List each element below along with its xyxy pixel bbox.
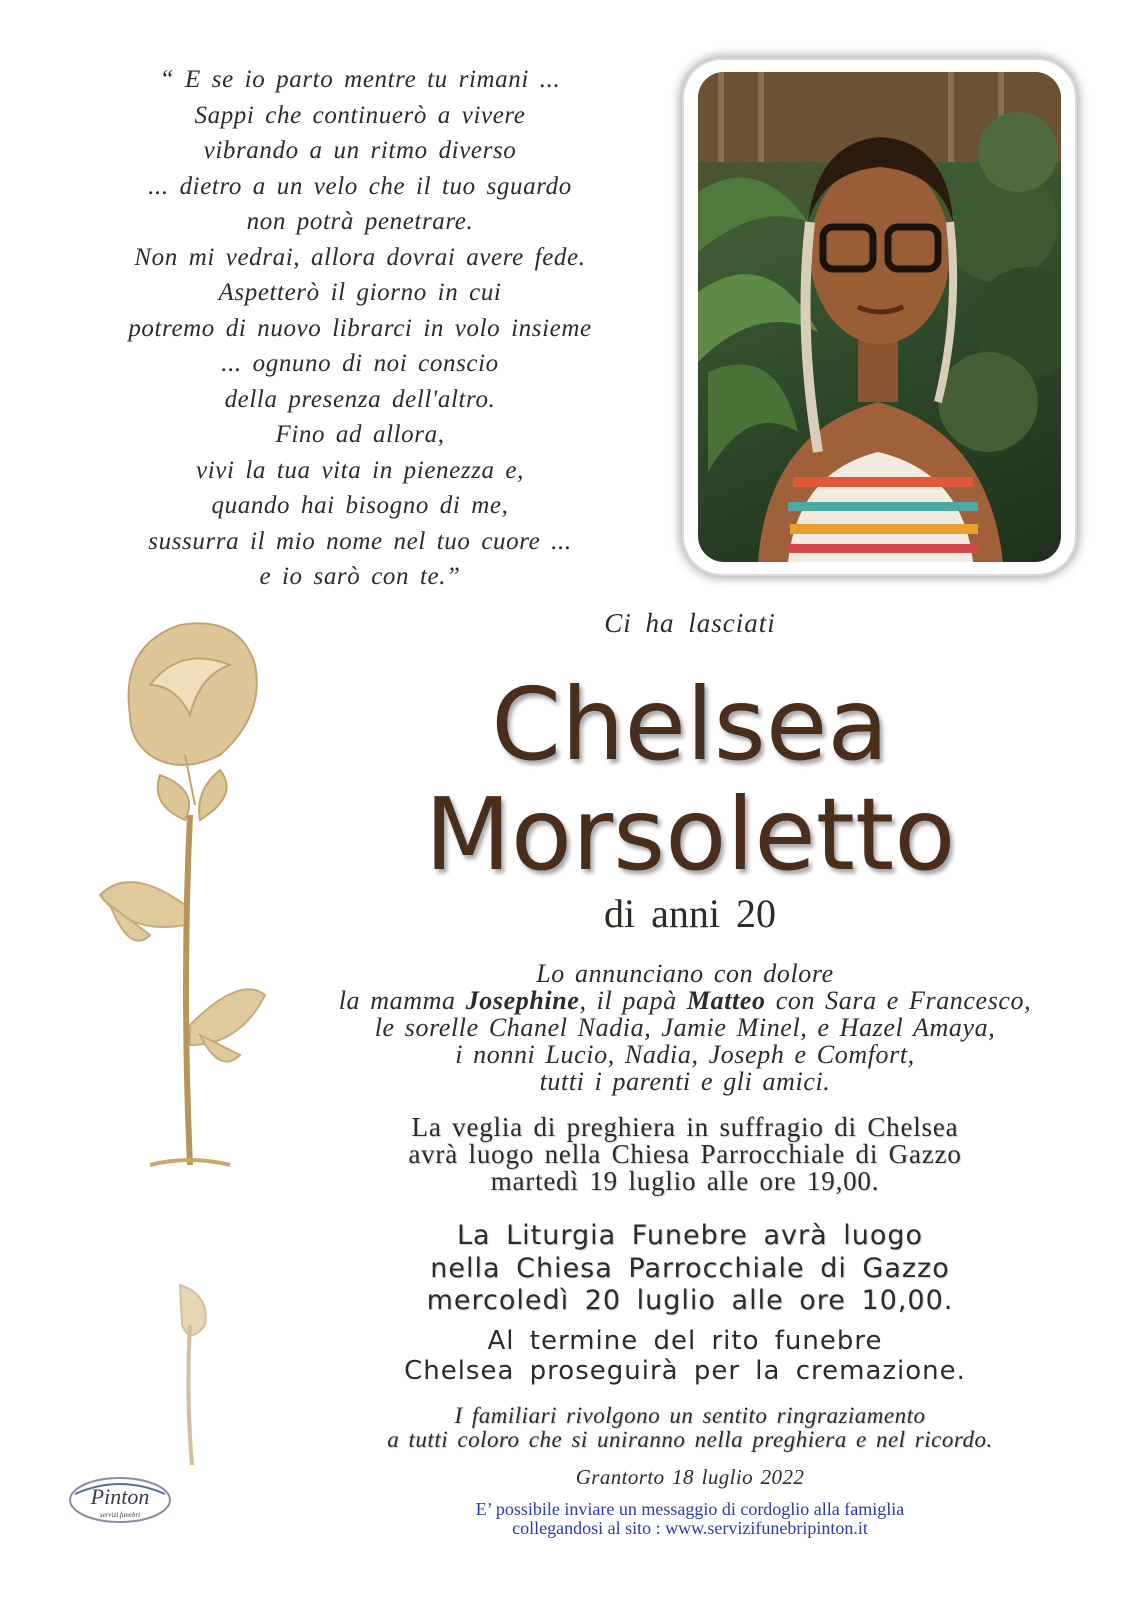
announcement — [285, 960, 1085, 1095]
poem-line: sussurra il mio nome nel tuo cuore ... — [148, 527, 572, 555]
thanks-line: I familiari rivolgono un sentito ringraziamento — [454, 1403, 926, 1428]
condolence-link[interactable]: collegandosi al sito : www.servizifunebripinton.it — [512, 1518, 868, 1538]
vigil-line: avrà luogo nella Chiesa Parrocchiale di Gazzo — [408, 1139, 962, 1169]
vigil-line: martedì 19 luglio alle ore 19,00. — [490, 1166, 880, 1196]
poem-line: ... ognuno di noi conscio — [221, 350, 499, 377]
thanks-note — [320, 1404, 1060, 1452]
announce-parents-line — [285, 987, 1085, 1014]
vigil-notice — [385, 1114, 985, 1195]
svg-text:Pinton: Pinton — [90, 1484, 150, 1509]
funeral-line: nella Chiesa Parrocchiale di Gazzo — [430, 1252, 950, 1284]
leadin: Ci ha lasciati — [604, 608, 776, 638]
funeral-line: mercoledì 20 luglio alle ore 10,00. — [426, 1285, 954, 1316]
age: di anni 20 — [604, 891, 776, 936]
father-name: Matteo — [686, 986, 766, 1015]
poem-line: e io sarò con te.” — [259, 563, 461, 590]
rite-line: Al termine del rito funebre — [487, 1326, 883, 1356]
poem-line: potremo di nuovo librarci in volo insieme — [128, 314, 592, 342]
announce-line: i nonni Lucio, Nadia, Joseph e Comfort, — [455, 1040, 915, 1069]
poem — [60, 62, 660, 595]
poem-line: Non mi vedrai, allora dovrai avere fede. — [134, 243, 586, 271]
first-name: Chelsea — [491, 666, 889, 783]
announce-line: Lo annunciano con dolore — [536, 959, 834, 988]
poem-line: vivi la tua vita in pienezza e, — [196, 456, 524, 484]
poem-line: Sappi che continuerò a vivere — [194, 101, 526, 129]
place-date: Grantorto 18 luglio 2022 — [575, 1465, 805, 1489]
poem-line: ... dietro a un velo che il tuo sguardo — [148, 172, 572, 200]
funeral-notice — [385, 1220, 995, 1318]
poem-line: quando hai bisogno di me, — [211, 492, 509, 519]
portrait-photo — [698, 72, 1061, 562]
vigil-line: La veglia di preghiera in suffragio di Chelsea — [411, 1112, 959, 1142]
announce-text: , il papà — [579, 986, 687, 1015]
poem-line: vibrando a un ritmo diverso — [203, 137, 517, 164]
poem-line: non potrà penetrare. — [246, 208, 474, 235]
thanks-line: a tutti coloro che si uniranno nella preghiera e nel ricordo. — [387, 1427, 993, 1452]
cremation-notice — [380, 1326, 990, 1386]
poem-line: Fino ad allora, — [275, 421, 445, 448]
announce-line: tutti i parenti e gli amici. — [539, 1067, 831, 1096]
poem-line: “ E se io parto mentre tu rimani ... — [159, 66, 561, 93]
condolence-line: E’ possibile inviare un messaggio di cordoglio alla famiglia — [475, 1499, 905, 1519]
announce-line: le sorelle Chanel Nadia, Jamie Minel, e Hazel Amaya, — [374, 1013, 996, 1042]
announce-text: con Sara e Francesco, — [765, 986, 1032, 1015]
last-name: Morsoletto — [424, 776, 956, 893]
portrait-illustration — [698, 72, 1061, 562]
pinton-logo — [65, 1470, 175, 1530]
mother-name: Josephine — [465, 986, 580, 1015]
rite-line: Chelsea proseguirà per la cremazione. — [404, 1356, 966, 1386]
announce-text: la mamma — [338, 986, 466, 1015]
rose-illustration — [90, 605, 290, 1505]
svg-text:servizi funebri: servizi funebri — [99, 1511, 141, 1519]
poem-line: Aspetterò il giorno in cui — [218, 279, 502, 306]
poem-line: della presenza dell'altro. — [224, 385, 496, 413]
portrait-frame — [684, 60, 1075, 574]
condolence-info — [410, 1500, 970, 1538]
funeral-line: La Liturgia Funebre avrà luogo — [456, 1220, 924, 1251]
